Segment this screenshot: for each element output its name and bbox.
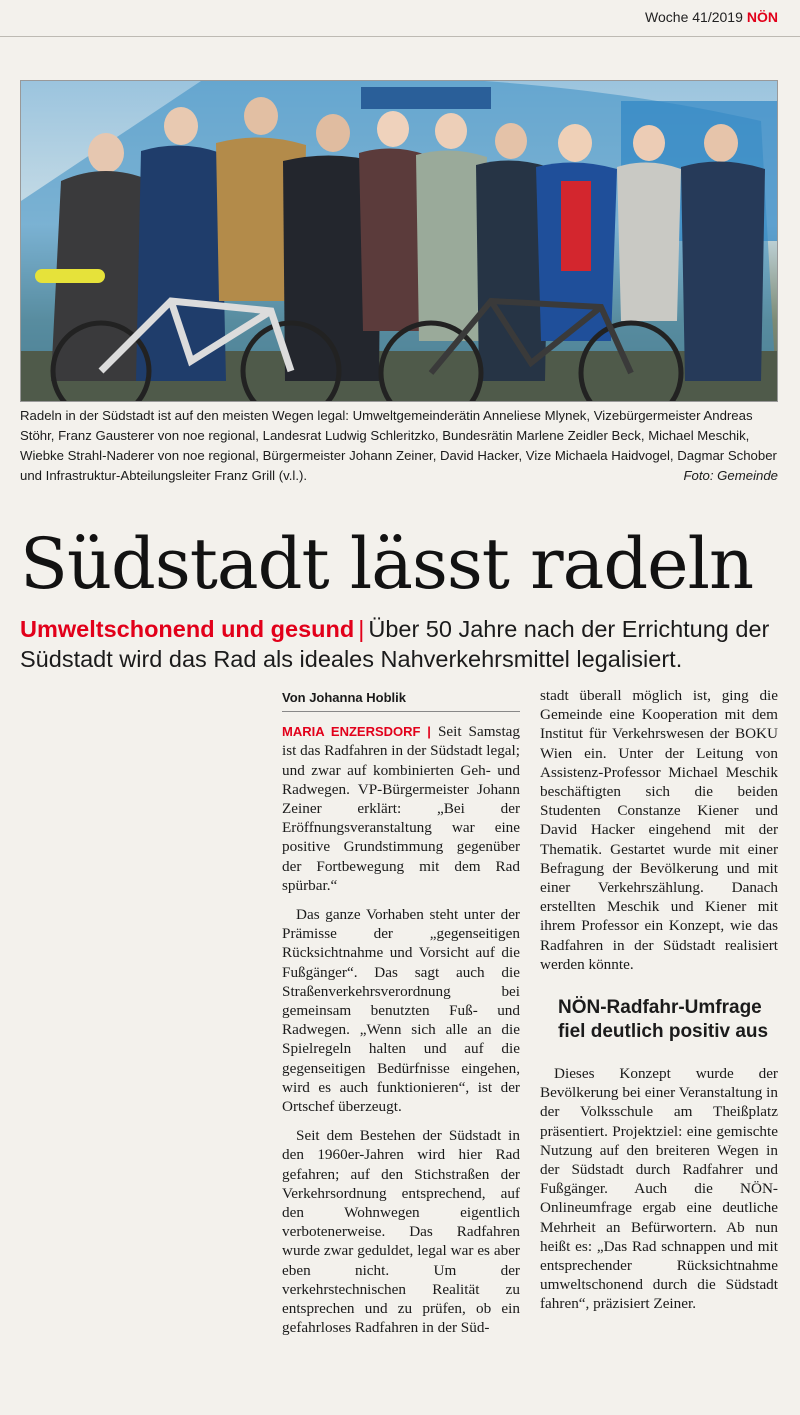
paragraph: Seit dem Bestehen der Südstadt in den 1960er-Jahren wird hier Rad gefahren; auf den Stichstraßen der Verkehrsordnung entsprechend, auf den Wohnwegen eigentlich verbotenerweise. Das Radfahren wurde zwar geduldet, legal war es aber eben nicht. Um der verkehrstechnischen Realität zu entsprechen und zu prüfen, ob ein gefahrloses Radfahren in der Süd- bbox=[282, 1127, 520, 1337]
paragraph bbox=[282, 722, 520, 895]
article-column-1 bbox=[282, 688, 520, 1338]
teaser-text: Über 50 Jahre nach der Errichtung der Südstadt wird das Rad als ideales Nahverkehrsmittel legalisiert. bbox=[20, 616, 770, 672]
paragraph: Das ganze Vorhaben steht unter der Prämisse der „gegenseitigen Rücksichtnahme und Vorsicht auf die Fußgänger“. Das sagt auch die Straßenverkehrsverordnung bei gemeinsam benutzten Fuß- und Radwegen. „Wenn sich alle an die Spielregeln halten und auf die gegenseitigen Bedürfnisse eingehen, wird es auch funktionieren“, ist der Ortschef überzeugt. bbox=[282, 906, 520, 1116]
article-column-2 bbox=[540, 686, 778, 1314]
article-photo bbox=[20, 80, 778, 402]
photo-caption bbox=[20, 406, 780, 486]
headline: Südstadt lässt radeln bbox=[20, 523, 754, 605]
subheading: NÖN-Radfahr-Umfrage fiel deutlich positiv aus bbox=[558, 997, 769, 1043]
issue-label bbox=[645, 9, 778, 25]
teaser bbox=[20, 614, 790, 674]
photo-credit: Foto: Gemeinde bbox=[683, 468, 778, 483]
brand-logo: NÖN bbox=[746, 9, 778, 25]
caption-text: Radeln in der Südstadt ist auf den meisten Wegen legal: Umweltgemeinderätin Anneliese Mlynek, Vizebürgermeister Andreas Stöhr, Franz Gausterer von noe regional, Landesrat Ludwig Schleritzko, Bundesrätin Marlene Zeidler Beck, Michael Meschik, Wiebke Strahl-Naderer von noe regional, Bürgermeister Johann Zeiner, David Hacker, Vize Michaela Haidvogel, Dagmar Schober und Infrastruktur-Abteilungsleiter Franz Grill (v.l.). bbox=[20, 408, 777, 483]
kicker: Umweltschonend und gesund bbox=[20, 616, 355, 642]
byline: Von Johanna Hoblik bbox=[282, 688, 520, 712]
page-header bbox=[0, 0, 800, 37]
paragraph: stadt überall möglich ist, ging die Gemeinde eine Kooperation mit dem Institut für Verkehrswesen der BOKU Wien ein. Unter der Leitung von Assistenz-Professor Michael Meschik beschäftigten sich die beiden Studenten Constanze Kiener und David Hacker eingehend mit der Thematik. Gestartet wurde mit einer Befragung der Bevölkerung und mit einer Verkehrszählung. Danach erstellten Meschik und Kiener mit ihrem Professor ein Konzept, wie das Radfahren in der Südstadt realisiert werden könnte. bbox=[540, 687, 778, 973]
kicker-separator: | bbox=[358, 616, 365, 642]
dateline: MARIA ENZERSDORF | bbox=[282, 724, 431, 740]
group-photo-illustration bbox=[21, 81, 777, 401]
paragraph-text: Seit Samstag ist das Radfahren in der Südstadt legal; und zwar auf kombinierten Geh- und Radwegen. VP-Bürgermeister Johann Zeiner erklärt: „Bei der Eröffnungsveranstaltung war eine positive Grundstimmung gegenüber der Fortbewegung mit dem Rad spürbar.“ bbox=[282, 723, 521, 894]
issue-week: Woche 41/2019 bbox=[645, 9, 743, 25]
paragraph: Dieses Konzept wurde der Bevölkerung bei einer Veranstaltung in der Volksschule am Theißplatz präsentiert. Projektziel: eine gemischte Nutzung auf den breiteren Wegen in der Südstadt durch Radfahrer und Fußgänger. Auch die NÖN-Onlineumfrage ergab eine deutliche Mehrheit an Befürwortern. Ab nun heißt es: „Das Rad schnappen und mit entsprechender Rücksichtnahme umweltschonend durch die Südstadt fahren“, präzisiert Zeiner. bbox=[540, 1065, 778, 1313]
